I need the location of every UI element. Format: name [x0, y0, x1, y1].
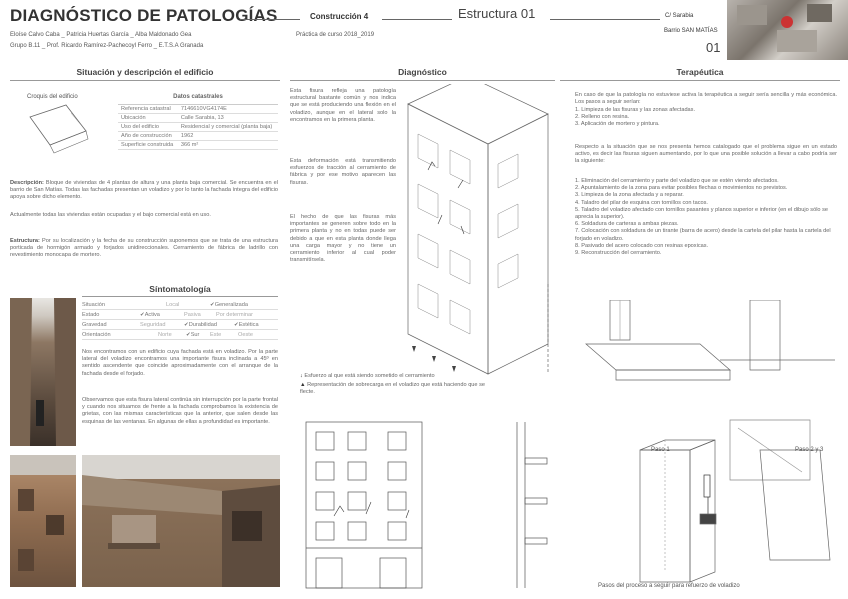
list-item: 9. Reconstrucción del cerramiento.	[575, 250, 662, 257]
symptom-opt: Estética	[238, 321, 259, 328]
axonometric-drawing	[398, 84, 556, 384]
group-line: Grupo B.11 _ Prof. Ricardo Ramírez-Pachecoyl Ferro _ E.T.S.A Granada	[10, 43, 204, 49]
symptom-opt: Por determinar	[216, 311, 253, 318]
description-label: Descripción:	[10, 180, 44, 186]
aerial-photo	[727, 0, 848, 60]
authors-line: Eloíse Calvo Caba _ Patricia Huertas García _ Alba Maldonado Gea	[10, 32, 192, 38]
sintomatologia-rule	[82, 296, 278, 297]
facade-photo-2-detail	[82, 455, 280, 587]
legend-text-2: Representación de sobrecarga en el voladizo que está haciendo que se flecte.	[300, 382, 485, 396]
diagnosis-paragraph-3: El hecho de que las fisuras más importantes se generen sobre todo en la primera planta y no en todas puede ser debido a que en esta planta donde llega una carga mayor y no tiene un cerramiento inferior al cual poder transmitírsela.	[290, 214, 396, 264]
diagnosis-paragraph-2: Esta deformación está transmitiendo esfuerzos de tracción al cerramiento de fábrica y por ese motivo aparecen las fisuras.	[290, 158, 396, 186]
table-cell: 1962	[178, 132, 278, 141]
table-row	[118, 123, 278, 132]
situacion-rule	[10, 80, 280, 81]
table-row	[82, 330, 278, 340]
terapeutica-rule	[560, 80, 840, 81]
symptom-key: Gravedad	[82, 321, 107, 328]
section-drawing	[505, 418, 557, 590]
table-cell: Ubicación	[118, 114, 178, 123]
symptom-paragraph-2: Observamos que esta fisura lateral continúa sin interrupción por la parte frontal y cuando nos situamos de frente a la fachada comprobamos la existencia de grietas, con las mismas características que la anterior, que salen desde las esquinas de las ventanas. En algunas de ellas a profundidad es importante.	[82, 397, 278, 425]
table-row	[118, 132, 278, 141]
list-item: 1. Eliminación del cerramiento y parte del voladizo que se estén viendo afectados.	[575, 178, 779, 184]
therapy-steps-b	[575, 178, 837, 257]
practice-line: Práctica de curso 2018_2019	[296, 32, 375, 38]
legend-text-1: Esfuerzo al que está siendo sometido el cerramiento	[304, 373, 435, 379]
symptom-opt: Generalizada	[214, 301, 248, 308]
aerial-photo-detail	[727, 0, 848, 60]
symptom-opt: Seguridad	[140, 321, 166, 328]
symptom-table	[82, 300, 278, 340]
list-item: 3. Limpieza de la zona afectada y a reparar.	[575, 192, 684, 199]
symptom-opt: Oeste	[238, 331, 253, 338]
course-label: Construcción 4	[310, 12, 369, 21]
therapy-mid: Respecto a la situación que se nos presenta hemos catalogado que el problema sigue en un estado activo, es decir las fisuras siguen aumentando, por lo que una posible solución a llevar a cabo podría ser la siguiente:	[575, 144, 837, 165]
list-item: 2. Relleno con resina.	[575, 114, 630, 121]
symptom-opt: Este	[210, 331, 222, 338]
table-cell: 7146610VG4174E	[178, 105, 278, 114]
course-rule	[382, 19, 452, 20]
symptom-opt-selected: ✔Generalizada	[210, 301, 248, 308]
table-row	[118, 105, 278, 114]
symptom-opt: Norte	[158, 331, 172, 338]
reinforcement-drawing	[580, 300, 845, 585]
table-row	[118, 141, 278, 150]
list-item: 1. Limpieza de las fisuras y las zonas afectadas.	[575, 107, 696, 113]
symptom-key: Estado	[82, 311, 100, 318]
list-item: 8. Pasivado del acero colocado con resinas epoxicas.	[575, 242, 709, 249]
symptom-opt: Pasiva	[184, 311, 201, 318]
symptom-opt: Activa	[144, 311, 160, 318]
load-arrows	[412, 346, 456, 372]
title-rule	[240, 19, 300, 20]
cadastral-title: Datos catastrales	[173, 94, 223, 100]
facade-photo-1-detail	[10, 455, 76, 587]
list-item: 6. Soldadura de carteras a ambas piezas.	[575, 221, 679, 228]
structure-rule	[550, 19, 660, 20]
symptom-opt-selected: ✔Estética	[234, 321, 259, 328]
plot-label: Croquis del edificio	[27, 94, 78, 100]
table-cell: 366 m²	[178, 141, 278, 150]
cadastral-block	[118, 93, 278, 150]
therapy-caption: Pasos del proceso a seguir para refuerzo de voladizo	[598, 583, 740, 589]
symptom-opt: Sur	[190, 331, 200, 338]
table-row	[82, 310, 278, 320]
legend-item-1	[300, 373, 500, 380]
elevation-drawing	[298, 418, 448, 590]
table-row	[82, 300, 278, 310]
section-sintomatologia-heading: Síntomatología	[149, 284, 211, 294]
street-label: C/ Sarabia	[665, 13, 694, 19]
structure-label-text: Estructura:	[10, 238, 40, 244]
list-item: 3. Aplicación de mortero y pintura.	[575, 121, 660, 128]
symptom-opt-selected: ✔Durabilidad	[184, 321, 217, 328]
arrow-down-icon: ↓	[300, 373, 303, 379]
symptom-key: Situación	[82, 301, 106, 308]
symptom-paragraph-1: Nos encontramos con un edificio cuya fachada está en voladizo. Por la parte lateral del voladizo encontramos una importante fisura inclinada a 45º en sentido ascendente que coincide aproximadamente con el arranque de la fachada desde el forjado.	[82, 349, 278, 377]
structure-paragraph	[10, 238, 278, 260]
legend-item-2	[300, 382, 500, 396]
list-item: 4. Taladro del pilar de esquina con tornillos con tacos.	[575, 199, 708, 206]
section-terapeutica-heading: Terapéutica	[676, 67, 724, 77]
step-2-3-label: Paso 2 y 3	[795, 447, 824, 453]
neighborhood-label: Barrio SAN MATÍAS	[664, 28, 718, 34]
therapy-steps-a	[575, 107, 837, 129]
table-cell: Calle Sarabia, 13	[178, 114, 278, 123]
section-diagnostico-heading: Diagnóstico	[398, 67, 447, 77]
table-cell: Superficie construida	[118, 141, 178, 150]
sheet-number: 01	[706, 40, 721, 55]
street-photo-detail	[10, 298, 76, 446]
structure-text: Por su localización y la fecha de su construcción suponemos que se trata de una estructura porticada de hormigón armado y forjados unidireccionales. Cerramiento de fábrica de ladrillo con revestimiento monocapa de mortero.	[10, 238, 278, 259]
cadastral-table	[118, 104, 278, 150]
description-text: Bloque de viviendas de 4 plantas de altura y una planta baja comercial. Se encuentra en el barrio de San Matías. Todas las fachadas presentan un voladizo y por lo tanto la fachada íntegra del edificio apoya sobre dicho elemento.	[10, 180, 278, 201]
symptom-opt: Durabilidad	[188, 321, 217, 328]
table-row	[82, 320, 278, 330]
list-item: 2. Apuntalamiento de la zona para evitar posibles flechas o movimientos no previstos.	[575, 185, 788, 192]
therapy-intro: En caso de que la patología no estuviese activa la terapéutica a seguir sería sencilla y más económica. Los pasos a seguir serían:	[575, 92, 837, 106]
table-cell: Referencia catastral	[118, 105, 178, 114]
diagnostico-rule	[290, 80, 555, 81]
section-situacion-heading: Situación y descripción el edificio	[76, 67, 214, 77]
table-row	[118, 114, 278, 123]
diagnosis-paragraph-1: Esta fisura refleja una patología estructural bastante común y nos indica que se está produciendo una flexión en el voladizo, aunque en el lateral solo la encontramos en la primera planta.	[290, 88, 396, 123]
description-paragraph-2: Actualmente todas las viviendas están ocupadas y el bajo comercial está en uso.	[10, 212, 211, 218]
step-1-label: Paso 1	[651, 447, 670, 453]
triangle-icon: ▲	[300, 382, 306, 388]
table-cell: Residencial y comercial (planta baja)	[178, 123, 278, 132]
plot-sketch	[26, 103, 96, 155]
symptom-opt-selected: ✔Activa	[140, 311, 160, 318]
symptom-opt: Local	[166, 301, 180, 308]
list-item: 5. Taladro del voladizo afectado con tornillos pasantes y planos superior e inferior (en el dibujo sólo se aprecia la superior).	[575, 206, 829, 221]
structure-label: Estructura 01	[458, 6, 536, 21]
page-title: DIAGNÓSTICO DE PATOLOGÍAS	[10, 6, 278, 25]
symptom-opt-selected: ✔Sur	[186, 331, 200, 338]
description-paragraph	[10, 180, 278, 202]
facade-photo-1	[10, 455, 76, 587]
list-item: 7. Colocación con soldadura de un tirante (barra de acero) desde la cartela del pilar hasta la cartela del forjado en voladizo.	[575, 228, 831, 242]
table-cell: Uso del edificio	[118, 123, 178, 132]
symptom-key: Orientación	[82, 331, 111, 338]
facade-photo-2	[82, 455, 280, 587]
street-photo	[10, 298, 76, 446]
table-cell: Año de construcción	[118, 132, 178, 141]
